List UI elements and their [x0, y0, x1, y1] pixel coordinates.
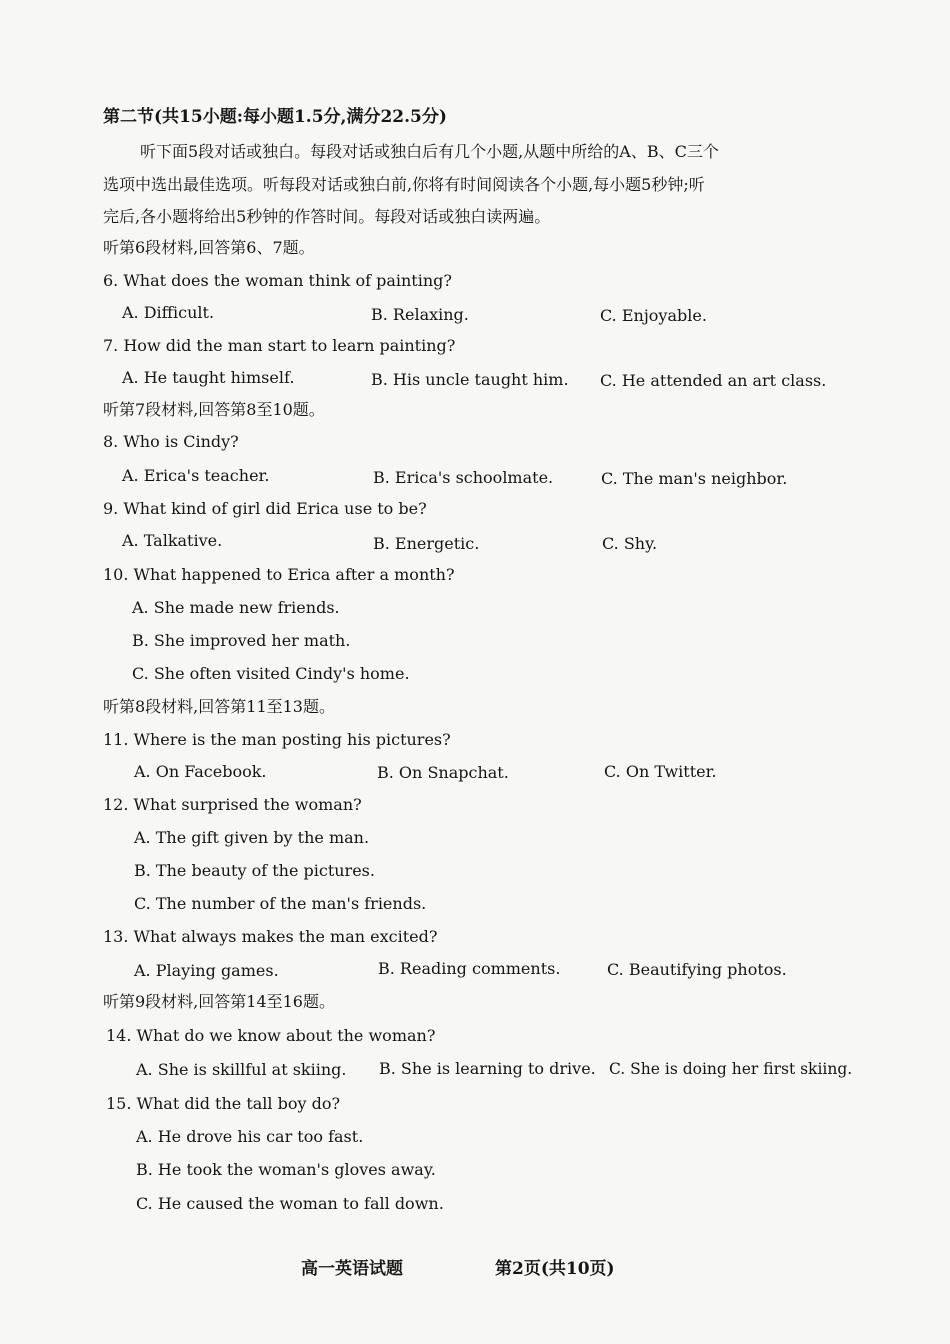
group-label: 听第8段材料,回答第11至13题。: [103, 697, 335, 716]
option-a: A. He taught himself.: [122, 368, 295, 387]
option-a: A. The gift given by the man.: [134, 828, 370, 847]
option-c: C. She is doing her first skiing.: [609, 1060, 853, 1078]
option-b: B. Relaxing.: [371, 305, 469, 324]
question-stem: 14. What do we know about the woman?: [106, 1026, 436, 1045]
instruction-line: 完后,各小题将给出5秒钟的作答时间。每段对话或独白读两遍。: [103, 207, 551, 226]
option-b: B. She is learning to drive.: [379, 1059, 596, 1078]
group-label: 听第9段材料,回答第14至16题。: [103, 992, 335, 1011]
option-b: B. She improved her math.: [132, 631, 351, 650]
option-a: A. Difficult.: [122, 303, 215, 322]
option-a: A. Erica's teacher.: [122, 466, 270, 485]
instruction-line: 听下面5段对话或独白。每段对话或独白后有几个小题,从题中所给的A、B、C三个: [140, 142, 719, 161]
section-heading: 第二节(共15小题:每小题1.5分,满分22.5分): [103, 107, 447, 127]
option-c: C. He attended an art class.: [600, 371, 827, 390]
question-stem: 7. How did the man start to learn painting?: [103, 336, 456, 355]
option-b: B. Energetic.: [373, 534, 480, 553]
option-b: B. He took the woman's gloves away.: [136, 1160, 436, 1179]
option-b: B. Reading comments.: [378, 959, 561, 978]
option-c: C. Beautifying photos.: [607, 960, 787, 979]
option-b: B. His uncle taught him.: [371, 370, 569, 389]
option-a: A. Playing games.: [134, 961, 279, 980]
question-stem: 9. What kind of girl did Erica use to be?: [103, 499, 427, 518]
question-stem: 8. Who is Cindy?: [103, 432, 239, 451]
option-a: A. On Facebook.: [134, 762, 267, 781]
option-c: C. She often visited Cindy's home.: [132, 664, 410, 683]
question-stem: 11. Where is the man posting his pictures?: [103, 730, 451, 749]
question-stem: 15. What did the tall boy do?: [106, 1094, 341, 1113]
option-a: A. She made new friends.: [132, 598, 340, 617]
group-label: 听第6段材料,回答第6、7题。: [103, 238, 315, 257]
option-c: C. He caused the woman to fall down.: [136, 1194, 444, 1213]
footer-subject: 高一英语试题: [301, 1259, 403, 1279]
option-c: C. Enjoyable.: [600, 306, 707, 325]
question-stem: 10. What happened to Erica after a month?: [103, 565, 455, 584]
option-b: B. On Snapchat.: [377, 763, 509, 782]
option-c: C. The man's neighbor.: [601, 469, 788, 488]
question-stem: 6. What does the woman think of painting?: [103, 271, 452, 290]
option-c: C. The number of the man's friends.: [134, 894, 427, 913]
group-label: 听第7段材料,回答第8至10题。: [103, 400, 325, 419]
question-stem: 13. What always makes the man excited?: [103, 927, 438, 946]
footer-page-number: 第2页(共10页): [495, 1259, 615, 1279]
option-c: C. On Twitter.: [604, 762, 717, 781]
option-a: A. She is skillful at skiing.: [136, 1060, 347, 1079]
instruction-line: 选项中选出最佳选项。听每段对话或独白前,你将有时间阅读各个小题,每小题5秒钟;听: [103, 175, 705, 194]
question-stem: 12. What surprised the woman?: [103, 795, 362, 814]
option-a: A. Talkative.: [122, 531, 223, 550]
option-a: A. He drove his car too fast.: [136, 1127, 364, 1146]
option-b: B. Erica's schoolmate.: [373, 468, 554, 487]
option-c: C. Shy.: [602, 534, 658, 553]
option-b: B. The beauty of the pictures.: [134, 861, 375, 880]
